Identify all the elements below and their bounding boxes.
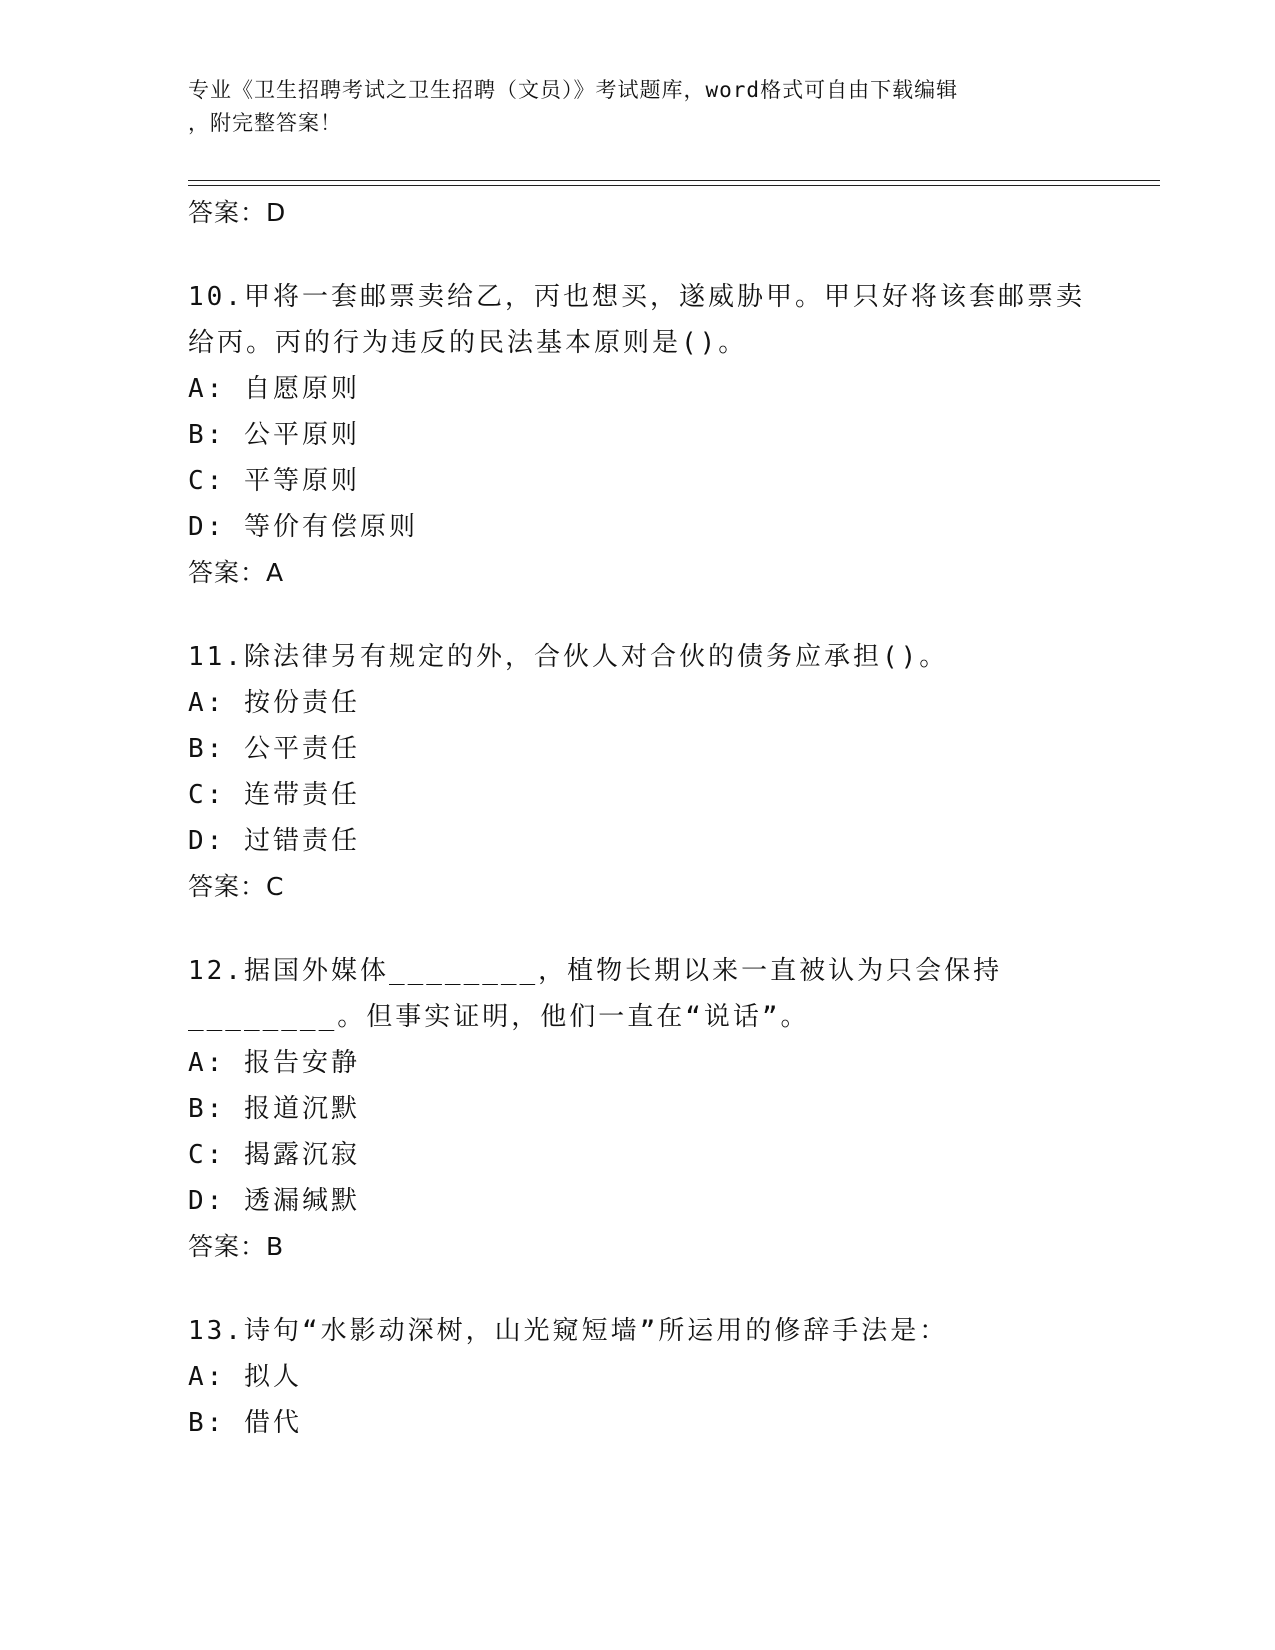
- question-13: [188, 1308, 1088, 1446]
- question-10: [188, 274, 1088, 596]
- question-12: [188, 948, 1088, 1270]
- header-divider-top: [188, 180, 1160, 181]
- question-stem: 11.除法律另有规定的外，合伙人对合伙的债务应承担()。: [188, 642, 949, 672]
- question-11: [188, 634, 1088, 910]
- option-a: A: 按份责任: [188, 688, 360, 718]
- header-line-1: 专业《卫生招聘考试之卫生招聘（文员）》考试题库，word格式可自由下载编辑: [188, 78, 959, 102]
- header-line-2: ，附完整答案！: [188, 111, 342, 135]
- question-stem: 13.诗句“水影动深树，山光窥短墙”所运用的修辞手法是：: [188, 1316, 949, 1346]
- option-a: A: 拟人: [188, 1362, 302, 1392]
- option-a: A: 报告安静: [188, 1048, 360, 1078]
- option-b: B: 报道沉默: [188, 1094, 360, 1124]
- option-b: B: 借代: [188, 1408, 302, 1438]
- question-answer: 答案：B: [188, 1232, 285, 1261]
- option-d: D: 过错责任: [188, 826, 360, 856]
- previous-answer: 答案：D: [188, 198, 287, 227]
- option-c: C: 平等原则: [188, 466, 360, 496]
- document-header: [188, 74, 1088, 140]
- question-stem: 10.甲将一套邮票卖给乙，丙也想买，遂威胁甲。甲只好将该套邮票卖给丙。丙的行为违反的民法基本原则是()。: [188, 282, 1085, 358]
- option-c: C: 揭露沉寂: [188, 1140, 360, 1170]
- question-list: [188, 190, 1088, 1446]
- question-answer: 答案：A: [188, 558, 285, 587]
- option-d: D: 等价有偿原则: [188, 512, 418, 542]
- question-stem: 12.据国外媒体________，植物长期以来一直被认为只会保持________。但事实证明，他们一直在“说话”。: [188, 956, 1003, 1032]
- option-b: B: 公平责任: [188, 734, 360, 764]
- option-a: A: 自愿原则: [188, 374, 360, 404]
- option-d: D: 透漏缄默: [188, 1186, 360, 1216]
- option-b: B: 公平原则: [188, 420, 360, 450]
- header-divider-bottom: [188, 185, 1160, 186]
- question-answer: 答案：C: [188, 872, 285, 901]
- option-c: C: 连带责任: [188, 780, 360, 810]
